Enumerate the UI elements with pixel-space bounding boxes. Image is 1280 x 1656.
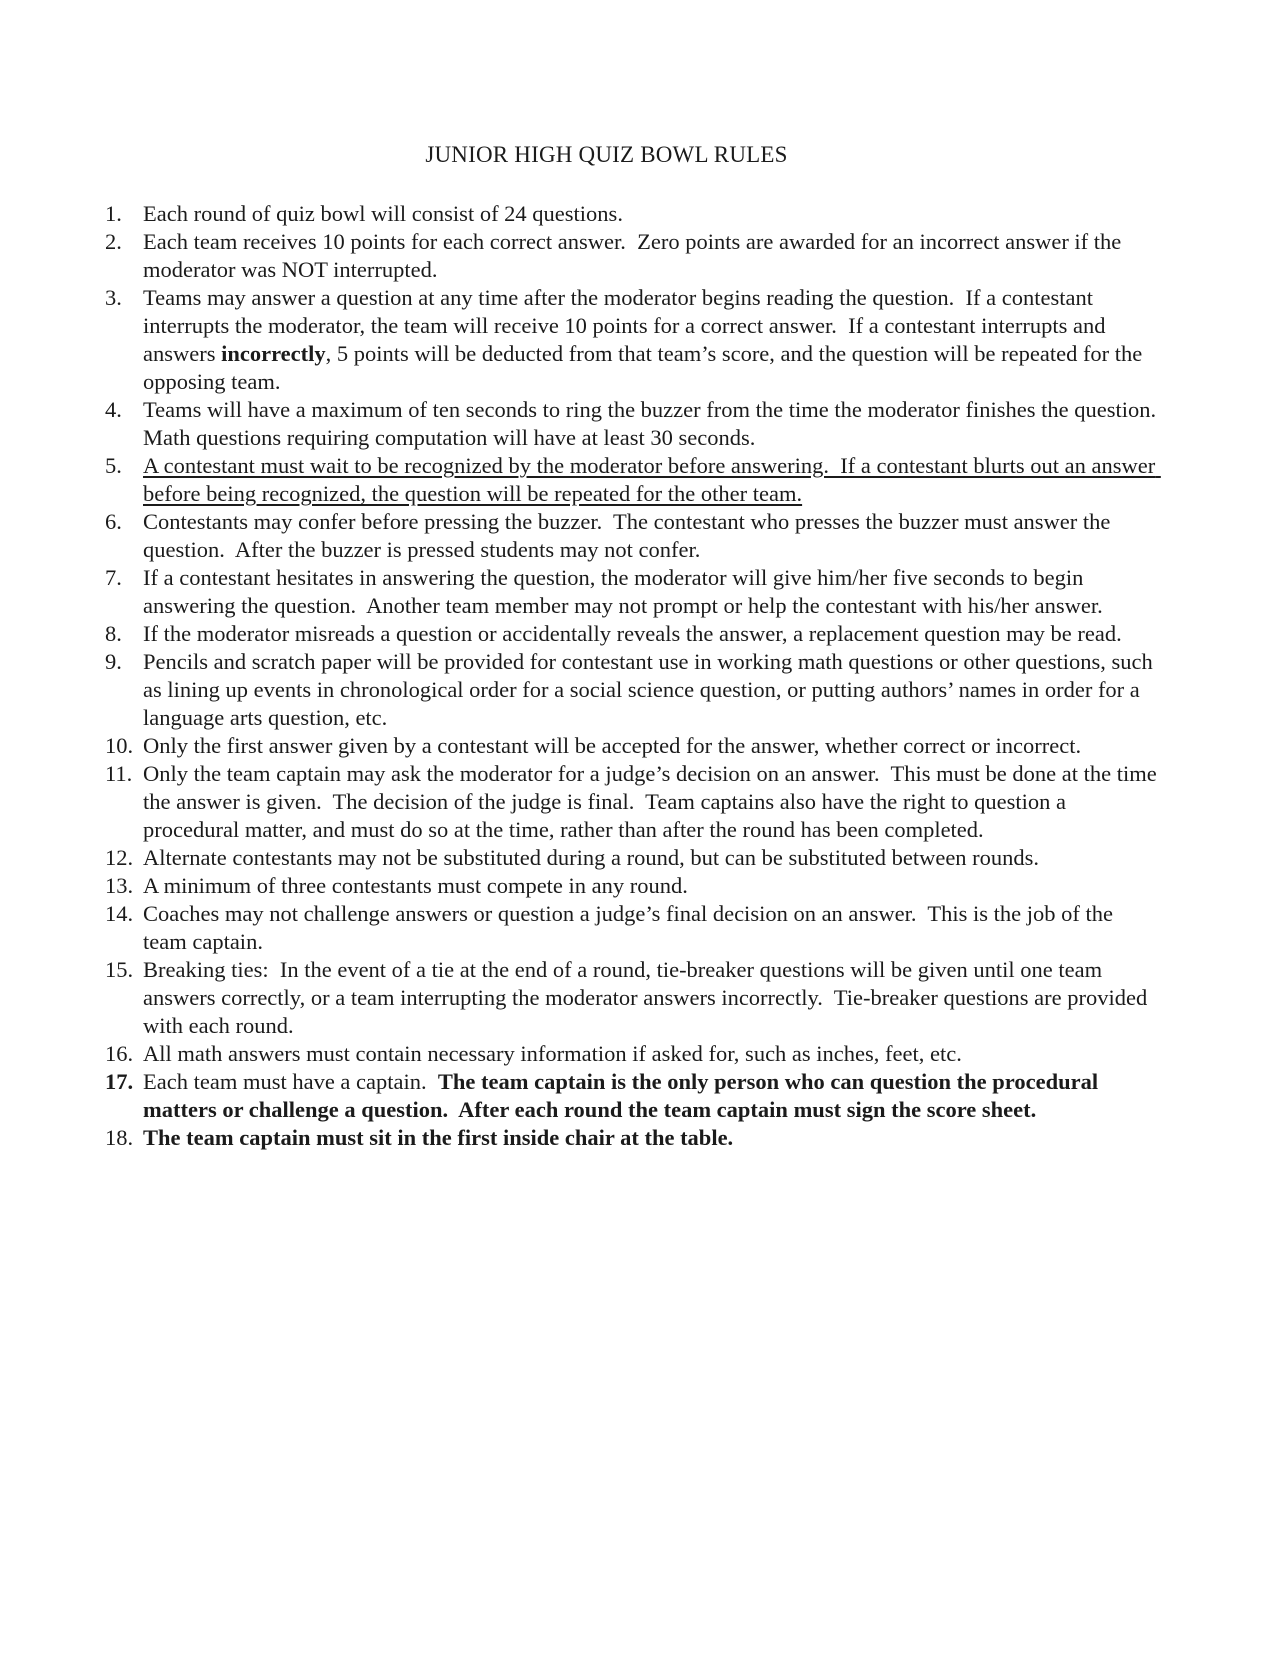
rule-item — [105, 760, 1163, 844]
rule-number: 13. — [105, 873, 134, 898]
rule-item — [105, 956, 1160, 1040]
rule-item — [105, 1068, 1160, 1124]
rule-item — [105, 452, 1161, 508]
rule-item — [105, 732, 1160, 760]
rule-text-segment: Contestants may confer before pressing the buzzer. The contestant who presses the buzzer must answer the question. After the buzzer is pressed students may not confer. — [143, 509, 1117, 562]
rule-item — [105, 900, 1160, 956]
rule-text-segment: Each team must have a captain. — [143, 1069, 438, 1094]
rule-text-segment: The team captain is the only person who can question the procedural matters or challenge a question. After each round the team captain must sign the score sheet. — [143, 1069, 1104, 1122]
rule-text-segment: , 5 points will be deducted from that team’s score, and the question will be repeated for the opposing team. — [143, 341, 1148, 394]
rules-list — [105, 200, 1168, 1152]
rule-number: 5. — [105, 453, 122, 478]
rule-text-segment: Alternate contestants may not be substituted during a round, but can be substituted between rounds. — [143, 845, 1040, 870]
rule-text-segment: Only the first answer given by a contestant will be accepted for the answer, whether correct or incorrect. — [143, 733, 1082, 758]
rule-number: 1. — [105, 201, 122, 226]
rule-text-segment: A minimum of three contestants must compete in any round. — [143, 873, 688, 898]
rule-item — [105, 844, 1160, 872]
rule-text-segment: All math answers must contain necessary information if asked for, such as inches, feet, etc. — [143, 1041, 962, 1066]
rule-text-segment: Teams will have a maximum of ten seconds to ring the buzzer from the time the moderator finishes the question. Math questions requiring computation will have at least 30 seconds. — [143, 397, 1168, 450]
rule-text-segment: If a contestant hesitates in answering the question, the moderator will give him/her five seconds to begin answering the question. Another team member may not prompt or help the contestant with his/her answer. — [143, 565, 1103, 618]
rule-number: 16. — [105, 1041, 134, 1066]
rule-item — [105, 872, 1160, 900]
rule-item — [105, 228, 1160, 284]
rule-number: 6. — [105, 509, 122, 534]
rule-text-segment: Each team receives 10 points for each correct answer. Zero points are awarded for an incorrect answer if the moderator was NOT interrupted. — [143, 229, 1127, 282]
rule-number: 10. — [105, 733, 134, 758]
rule-number: 18. — [105, 1125, 134, 1150]
rule-item — [105, 564, 1160, 620]
rule-item — [105, 1040, 1160, 1068]
rule-number: 17. — [105, 1069, 134, 1094]
rule-text-segment: A contestant must wait to be recognized by the moderator before answering. If a contestant blurts out an answer before being recognized, the question will be repeated for the other team. — [143, 453, 1161, 506]
rule-number: 15. — [105, 957, 134, 982]
rule-item — [105, 284, 1160, 396]
rule-text-segment: The team captain must sit in the first inside chair at the table. — [143, 1125, 734, 1150]
rule-number: 8. — [105, 621, 122, 646]
rule-number: 3. — [105, 285, 122, 310]
rule-number: 2. — [105, 229, 122, 254]
rule-number: 9. — [105, 649, 122, 674]
rule-text-segment: Breaking ties: In the event of a tie at the end of a round, tie-breaker questions will be given until one team answers correctly, or a team interrupting the moderator answers incorrectly. Tie-breaker questions are provided with each round. — [143, 957, 1153, 1038]
rule-number: 11. — [105, 761, 133, 786]
rule-number: 12. — [105, 845, 134, 870]
rule-item — [105, 200, 1160, 228]
rule-item — [105, 396, 1168, 452]
rule-text-segment: incorrectly — [221, 341, 326, 366]
rule-text-segment: Pencils and scratch paper will be provided for contestant use in working math questions or other questions, such as lining up events in chronological order for a social science question, or putting authors’ names in order for a language arts question, etc. — [143, 649, 1159, 730]
page-title: JUNIOR HIGH QUIZ BOWL RULES — [425, 142, 788, 167]
rule-text-segment: Teams may answer a question at any time after the moderator begins reading the question. If a contestant interrupts the moderator, the team will receive 10 points for a correct answer. If a contestant interrupts and answers — [143, 285, 1112, 366]
rule-item — [105, 648, 1160, 732]
rule-number: 7. — [105, 565, 122, 590]
rule-number: 14. — [105, 901, 134, 926]
rule-text-segment: Each round of quiz bowl will consist of 24 questions. — [143, 201, 623, 226]
rule-item — [105, 508, 1160, 564]
rule-number: 4. — [105, 397, 122, 422]
rule-text-segment: Only the team captain may ask the moderator for a judge’s decision on an answer. This must be done at the time the answer is given. The decision of the judge is final. Team captains also have the right to question a procedural matter, and must do so at the time, rather than after the round has been completed. — [143, 761, 1163, 842]
rule-item — [105, 620, 1160, 648]
rule-item — [105, 1124, 1160, 1152]
rule-text-segment: If the moderator misreads a question or accidentally reveals the answer, a replacement question may be read. — [143, 621, 1122, 646]
rule-text-segment: Coaches may not challenge answers or question a judge’s final decision on an answer. This is the job of the team captain. — [143, 901, 1119, 954]
